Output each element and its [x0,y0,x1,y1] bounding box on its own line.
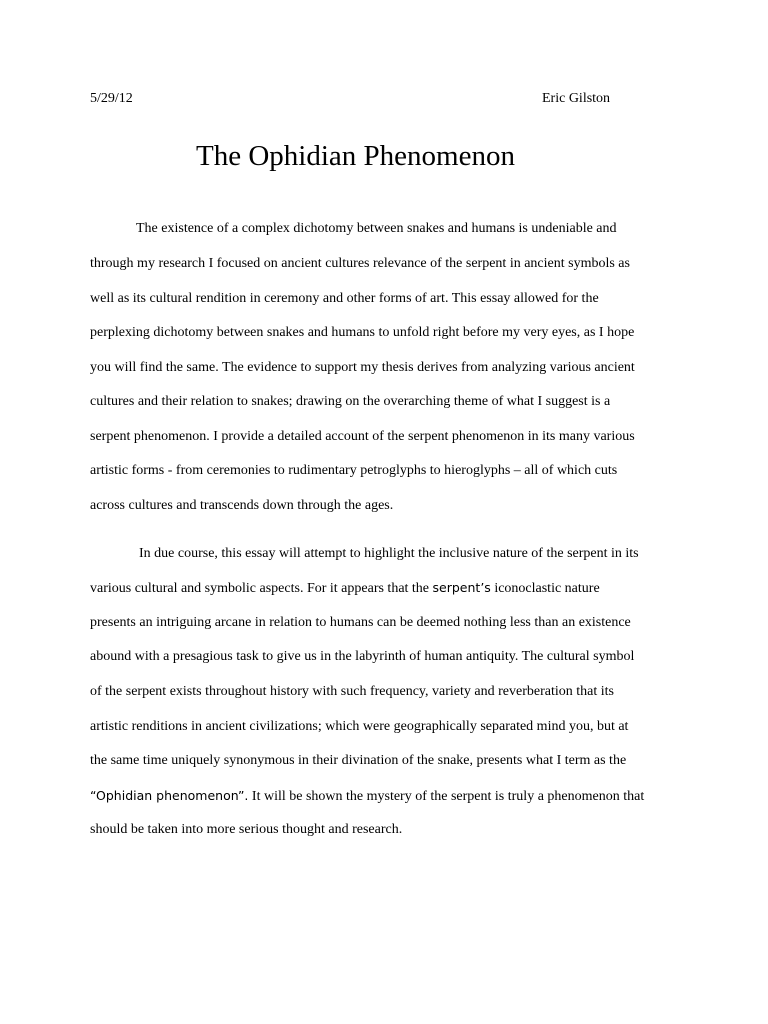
paragraph-line: presents an intriguing arcane in relation to humans can be deemed nothing less than an existence [90,615,631,630]
paragraph-line: perplexing dichotomy between snakes and humans to unfold right before my very eyes, as I hope [90,325,635,340]
paragraph-line: you will find the same. The evidence to support my thesis derives from analyzing various ancient [90,360,635,375]
text-run: various cultural and symbolic aspects. For it appears that the [90,581,433,596]
page-title: The Ophidian Phenomenon [196,140,515,172]
paragraph-line: In due course, this essay will attempt to highlight the inclusive nature of the serpent in its [139,546,639,561]
paragraph-line: the same time uniquely synonymous in their divination of the snake, presents what I term as the [90,753,627,768]
paragraph-line: serpent phenomenon. I provide a detailed account of the serpent phenomenon in its many various [90,429,635,444]
paragraph-line: artistic renditions in ancient civilizations; which were geographically separated mind you, but at [90,719,629,734]
text-run: iconoclastic nature [490,581,600,596]
paragraph-line: The existence of a complex dichotomy between snakes and humans is undeniable and [136,221,617,236]
text-run: It will be shown the mystery of the serpent is truly a phenomenon that [248,789,645,804]
paragraph-line: abound with a presagious task to give us in the labyrinth of human antiquity. The cultural symbol [90,649,635,664]
header-date: 5/29/12 [90,91,133,106]
paragraph-line: through my research I focused on ancient cultures relevance of the serpent in ancient symbols as [90,256,630,271]
paragraph-line: cultures and their relation to snakes; drawing on the overarching theme of what I suggest is a [90,394,611,409]
paragraph-line: artistic forms - from ceremonies to rudimentary petroglyphs to hieroglyphs – all of which cuts [90,463,618,478]
paragraph-line: of the serpent exists throughout history with such frequency, variety and reverberation that its [90,684,614,699]
text-run-alt-font: “Ophidian phenomenon”. [90,788,249,803]
text-run-alt-font: serpent’s [432,580,491,595]
paragraph-line: well as its cultural rendition in ceremony and other forms of art. This essay allowed for the [90,291,599,306]
paragraph-line: across cultures and transcends down through the ages. [90,498,394,513]
paragraph-line [90,579,600,598]
paragraph-line: should be taken into more serious thought and research. [90,822,403,837]
paragraph-line [90,787,644,806]
header-author: Eric Gilston [542,91,611,106]
